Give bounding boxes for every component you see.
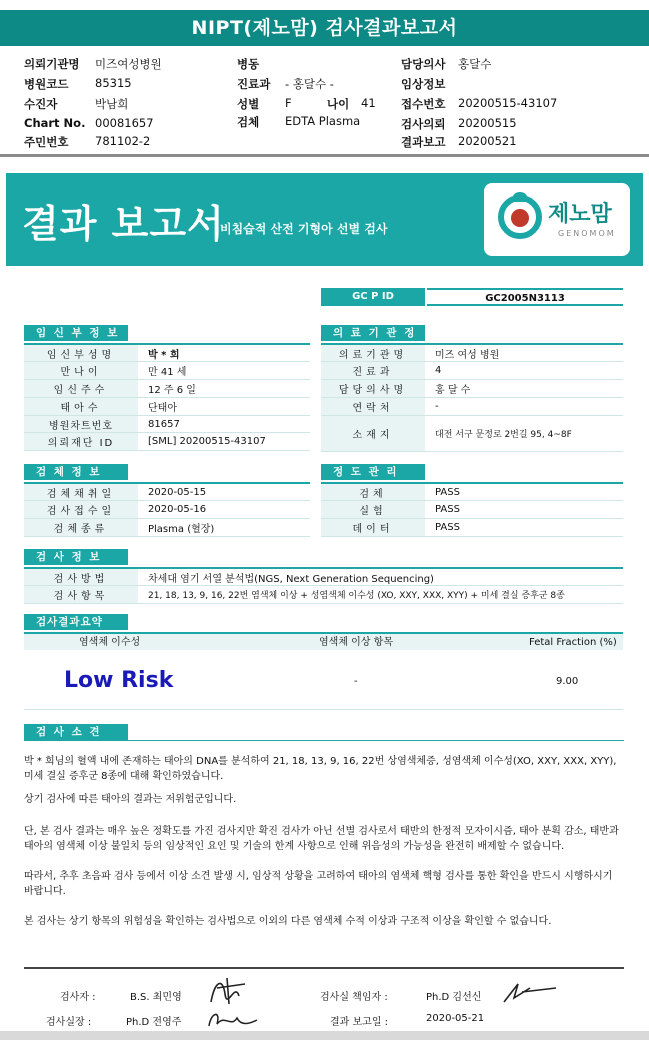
row-key: 검체채취일 [24,483,138,501]
value-specimen: EDTA Plasma [285,114,361,128]
section-result-summary: 검사결과요약 [24,614,128,630]
row-value: 21, 18, 13, 9, 16, 22번 염색체 이상 + 성염색체 이수성 (XO, XXY, XXX, XYY) + 미세 결실 증후군 8종 [138,586,623,604]
specimen-info-table [24,482,310,537]
row-value: 박 * 희 [138,344,310,362]
value-resident-no: 781102-2 [95,134,151,148]
row-value: 차세대 염기 서열 분석법(NGS, Next Generation Sequencing) [138,568,623,586]
row-value: PASS [425,483,623,501]
quality-control-table [321,482,623,537]
table-row [24,483,310,501]
tester-name: B.S. 최민영 [130,992,182,1003]
table-row [24,415,310,433]
finding-paragraph: 본 검사는 상기 항목의 위험성을 확인하는 검사법으로 이외의 다른 염색체 수적 이상과 구조적 이상을 확인할 수 없습니다. [24,916,552,927]
result-report-banner [6,173,643,266]
genomom-logo [484,183,630,256]
header-divider [0,154,649,157]
label-clinical-info: 임상정보 [401,77,446,91]
table-row [321,397,623,415]
banner-subtitle: 비침습적 산전 기형아 선별 검사 [220,222,388,236]
gcp-id-value: GC2005N3113 [427,288,623,306]
row-value: [SML] 20200515-43107 [138,433,310,451]
section-findings: 검 사 소 견 [24,724,128,740]
banner-title: 결과 보고서 [22,202,225,246]
value-department: - 홍달수 - [285,77,334,91]
row-key: 데이터 [321,519,425,537]
lab-head-label: 검사실 책임자 : [320,992,388,1003]
hospital-info-table [321,343,623,452]
row-value: 만 41 세 [138,362,310,380]
row-key: 검체종류 [24,519,138,537]
label-resident-no: 주민번호 [24,135,69,149]
value-hospital-code: 85315 [95,76,132,90]
label-sex: 성별 [237,97,260,111]
table-row [24,397,310,415]
row-key: 검사접수일 [24,501,138,519]
value-requesting-org: 미즈여성병원 [95,57,162,71]
row-key: 만나이 [24,362,138,380]
report-title: NIPT(제노맘) 검사결과보고서 [0,10,649,46]
row-value: 12 주 6 일 [138,380,310,398]
tester-label: 검사자 : [60,992,96,1003]
pregnant-info-table [24,343,310,451]
row-key: 진료과 [321,362,425,380]
row-key: 검사항목 [24,586,138,604]
row-value: PASS [425,501,623,519]
row-value: Plasma (혈장) [138,519,310,537]
logo-name: 제노맘 [548,202,612,227]
row-key: 담당의사명 [321,380,425,398]
row-value: 2020-05-16 [138,501,310,519]
gcp-id-label: GC P ID [321,288,425,306]
label-doctor: 담당의사 [401,57,446,71]
logo-english: GENOMOM [558,229,616,238]
row-value: 단태아 [138,397,310,415]
table-row [321,415,623,451]
label-requesting-org: 의뢰기관명 [24,57,80,71]
summary-col-aneuploidy: 염색체 이수성 [79,637,141,648]
lab-head-signature-icon [500,974,560,1008]
row-key: 검체 [321,483,425,501]
table-row [24,586,623,604]
chief-signature-icon [205,1004,261,1032]
test-info-table [24,567,623,604]
table-row [24,519,310,537]
findings-divider [24,740,624,741]
table-row [321,380,623,398]
table-row [24,344,310,362]
summary-header [24,632,623,650]
label-report-date: 결과보고 [401,135,446,149]
row-value: - [425,397,623,415]
section-test-info: 검 사 정 보 [24,549,128,565]
lab-head-name: Ph.D 김선신 [426,992,482,1003]
section-hospital-info: 의 료 기 관 정 [321,325,425,341]
row-key: 임신부성명 [24,344,138,362]
finding-paragraph: 박 * 희님의 혈액 내에 존재하는 태아의 DNA를 분석하여 21, 18, 13, 9, 16, 22번 상염색체증, 성염색체 이수성(XO, XXY, XXX, XYY), 미세 결실 증후군 8종에 대해 확인하였습니다. [24,756,617,782]
row-key: 검사방법 [24,568,138,586]
label-ward: 병동 [237,57,260,71]
risk-result: Low Risk [64,668,174,693]
label-age: 나이 [327,97,350,111]
table-row [24,433,310,451]
abnormal-items-value: - [354,676,358,687]
row-key: 임신주수 [24,380,138,398]
value-doctor: 홍달수 [458,57,492,71]
logo-head-icon [513,192,527,202]
summary-col-abnormal: 염색체 이상 항목 [319,637,393,648]
row-key: 실험 [321,501,425,519]
table-row [24,568,623,586]
report-date-label: 결과 보고일 : [330,1017,389,1028]
finding-paragraph: 따라서, 추후 초음파 검사 등에서 이상 소견 발생 시, 임상적 상황을 고려하여 태아의 염색체 핵형 검사를 통한 확인을 반드시 시행하시기 바랍니다. [24,871,613,897]
label-specimen: 검체 [237,115,260,129]
row-key: 연락처 [321,397,425,415]
row-value: 대전 서구 문정로 2번길 95, 4~8F [425,415,623,451]
section-specimen-info: 검 체 정 보 [24,464,128,480]
row-value: 81657 [138,415,310,433]
row-key: 소재지 [321,415,425,451]
row-key: 의뢰재단 ID [24,433,138,451]
row-value: 2020-05-15 [138,483,310,501]
table-row [321,344,623,362]
value-sex: F [285,96,292,110]
fetal-fraction-value: 9.00 [556,676,579,687]
section-quality-control: 정 도 관 리 [321,464,425,480]
patient-header-info [0,52,649,152]
section-pregnant-info: 임 신 부 정 보 [24,325,128,341]
summary-col-fetal-fraction: Fetal Fraction (%) [529,637,617,648]
finding-paragraph: 단, 본 검사 결과는 매우 높은 정확도를 가진 검사지만 확진 검사가 아닌 선별 검사로서 태반의 한정적 모자이시즘, 태아 분획 감소, 태반과 태아의 염색체 이상 불일치 등의 임상적인 요인 및 기술의 한계 사항으로 인해 위음성의 가능성을 완전히 배제할 수 없습니다. [24,826,619,852]
chief-label: 검사실장 : [46,1017,92,1028]
row-key: 태아수 [24,397,138,415]
chief-name: Ph.D 전영주 [126,1017,182,1028]
summary-result [24,650,623,710]
row-value: PASS [425,519,623,537]
row-value: 미즈 여성 병원 [425,344,623,362]
report-date-value: 2020-05-21 [426,1013,485,1024]
footer-bar [0,1031,649,1040]
finding-paragraph: 상기 검사에 따른 태아의 결과는 저위험군입니다. [24,794,237,805]
label-department: 진료과 [237,77,271,91]
row-value: 홍 달 수 [425,380,623,398]
table-row [24,501,310,519]
row-key: 의료기관명 [321,344,425,362]
table-row [321,519,623,537]
label-receipt-no: 접수번호 [401,97,446,111]
row-value: 4 [425,362,623,380]
value-patient: 박남희 [95,97,129,111]
label-hospital-code: 병원코드 [24,77,69,91]
label-request-date: 검사의뢰 [401,117,446,131]
value-age: 41 [361,96,376,110]
table-row [321,483,623,501]
table-row [24,380,310,398]
signature-divider [24,967,624,969]
value-chart-no: 00081657 [95,116,154,130]
table-row [24,362,310,380]
value-report-date: 20200521 [458,134,517,148]
table-row [321,362,623,380]
value-receipt-no: 20200515-43107 [458,96,558,110]
row-key: 병원차트번호 [24,415,138,433]
label-chart-no: Chart No. [24,116,86,130]
value-request-date: 20200515 [458,116,517,130]
logo-baby-icon [511,209,529,227]
label-patient: 수진자 [24,97,58,111]
table-row [321,501,623,519]
